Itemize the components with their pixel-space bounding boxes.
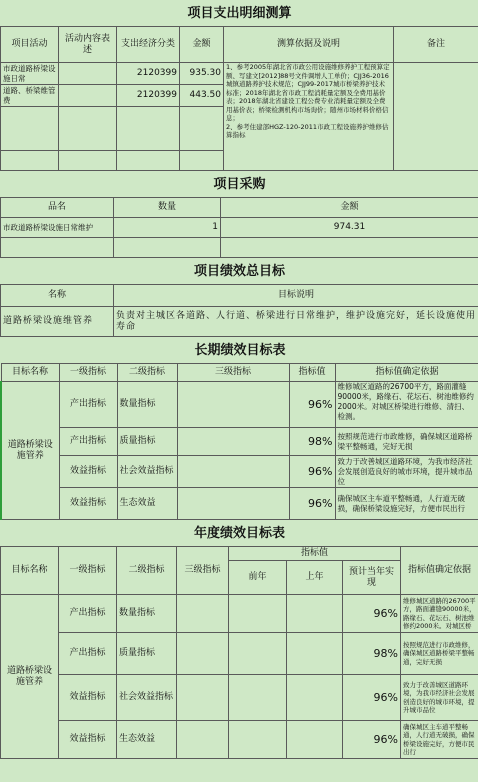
cell-value-basis[interactable]: 确保城区主车道平整畅通，人行道无破损，确保桥梁设施完好，方便市民出行 <box>401 721 478 759</box>
cell-target-name[interactable]: 道路桥梁设施管养 <box>1 595 59 759</box>
cell-level2[interactable]: 社会效益指标 <box>117 456 177 488</box>
cell-value-basis[interactable]: 按照规范进行市政维修，确保城区道路桥梁平整畅通，完好无损 <box>401 633 478 675</box>
header-level3: 三级指标 <box>177 364 289 382</box>
expense-detail-table <box>0 0 478 171</box>
section-title-annual: 年度绩效目标表 <box>1 520 478 547</box>
cell-quantity[interactable]: 1 <box>114 218 221 238</box>
header-level1: 一级指标 <box>59 364 117 382</box>
section-title-procurement: 项目采购 <box>1 171 478 198</box>
cell-value-basis[interactable]: 维修城区道路的26700平方，路面灌缝90000米，路缘石、花坛石、树池维修约2000米。对城区桥 <box>401 595 478 633</box>
cell-econ[interactable]: 2120399 <box>117 63 180 85</box>
cell-level2[interactable]: 数量指标 <box>117 382 177 428</box>
cell-level2[interactable]: 社会效益指标 <box>117 675 177 721</box>
cell-value[interactable]: 98% <box>289 428 335 456</box>
empty-cell[interactable] <box>59 107 117 151</box>
header-value-basis: 指标值确定依据 <box>401 547 478 595</box>
section-title-overall-goal: 项目绩效总目标 <box>1 258 478 285</box>
cell-amount[interactable]: 935.30 <box>180 63 224 85</box>
cell-last-year[interactable] <box>287 721 343 759</box>
header-amount: 金额 <box>180 27 224 63</box>
header-last-year: 上年 <box>287 561 343 595</box>
cell-level2[interactable]: 生态效益 <box>117 488 177 520</box>
cell-value-basis[interactable]: 按照规范进行市政维修，确保城区道路桥梁平整畅通，完好无损 <box>335 428 478 456</box>
cell-level3[interactable] <box>177 633 229 675</box>
empty-cell[interactable] <box>59 151 117 171</box>
cell-level1[interactable]: 产出指标 <box>59 428 117 456</box>
empty-cell[interactable] <box>114 238 221 258</box>
cell-activity-desc[interactable] <box>59 85 117 107</box>
header-name: 名称 <box>1 285 114 307</box>
cell-level3[interactable] <box>177 428 289 456</box>
header-amount: 金额 <box>221 198 478 218</box>
empty-cell[interactable] <box>180 107 224 151</box>
cell-prev-year[interactable] <box>229 675 287 721</box>
header-level2: 二级指标 <box>117 364 177 382</box>
cell-level1[interactable]: 产出指标 <box>59 595 117 633</box>
cell-activity[interactable]: 道路、桥梁维管费 <box>1 85 59 107</box>
header-value: 指标值 <box>289 364 335 382</box>
empty-cell[interactable] <box>1 107 59 151</box>
header-econ-class: 支出经济分类 <box>117 27 180 63</box>
cell-econ[interactable]: 2120399 <box>117 85 180 107</box>
cell-level1[interactable]: 效益指标 <box>59 456 117 488</box>
empty-cell[interactable] <box>117 107 180 151</box>
cell-level1[interactable]: 产出指标 <box>59 382 117 428</box>
empty-cell[interactable] <box>1 151 59 171</box>
cell-activity[interactable]: 市政道路桥梁设施日常 <box>1 63 59 85</box>
cell-value-basis[interactable]: 维修城区道路的26700平方，路面灌缝90000米，路缘石、花坛石、树池维修约2000米。对城区桥梁进行维修、清扫、检测。 <box>335 382 478 428</box>
header-goal-desc: 目标说明 <box>114 285 478 307</box>
annual-goal-table <box>0 520 478 759</box>
cell-value[interactable]: 96% <box>289 456 335 488</box>
cell-prev-year[interactable] <box>229 633 287 675</box>
header-item-name: 品名 <box>1 198 114 218</box>
cell-level3[interactable] <box>177 456 289 488</box>
cell-expected[interactable]: 96% <box>343 675 401 721</box>
cell-level1[interactable]: 效益指标 <box>59 721 117 759</box>
cell-basis[interactable]: 1、参考2005年湖北省市政公用设施维修养护工程预算定额、写建文[2012]88号文件调增人工单价；CJJ36-2016城镇道路养护技术规范；CJJ99-2017城市桥梁养护技术标准；2018年湖北省市政工程消耗量定额及全费用基价表；2018年湖北省建设工程公费专业消耗量定额及全费用基价表；桥梁检测机构市场询价；随州市场材料价格信息； 2、参考住建部HGZ-120-2011市政工程设施养护维修估算指标 <box>224 63 394 171</box>
cell-amount[interactable]: 974.31 <box>221 218 478 238</box>
header-target-name: 目标名称 <box>1 364 59 382</box>
cell-level2[interactable]: 生态效益 <box>117 721 177 759</box>
cell-level2[interactable]: 质量指标 <box>117 428 177 456</box>
header-value-group: 指标值 <box>229 547 401 561</box>
cell-expected[interactable]: 96% <box>343 595 401 633</box>
cell-note[interactable] <box>394 63 478 171</box>
cell-last-year[interactable] <box>287 595 343 633</box>
section-title-long-term: 长期绩效目标表 <box>1 337 478 364</box>
cell-level1[interactable]: 效益指标 <box>59 488 117 520</box>
header-level2: 二级指标 <box>117 547 177 595</box>
header-level3: 三级指标 <box>177 547 229 595</box>
header-prev-year: 前年 <box>229 561 287 595</box>
cell-level2[interactable]: 数量指标 <box>117 595 177 633</box>
cell-last-year[interactable] <box>287 633 343 675</box>
cell-amount[interactable]: 443.50 <box>180 85 224 107</box>
cell-prev-year[interactable] <box>229 595 287 633</box>
cell-activity-desc[interactable] <box>59 63 117 85</box>
cell-value-basis[interactable]: 致力于改善城区道路环境，为我市经济社会发展创造良好的城市环境，提升城市品位 <box>401 675 478 721</box>
cell-prev-year[interactable] <box>229 721 287 759</box>
header-target-name: 目标名称 <box>1 547 59 595</box>
cell-level2[interactable]: 质量指标 <box>117 633 177 675</box>
cell-level3[interactable] <box>177 382 289 428</box>
cell-item-name[interactable]: 市政道路桥梁设施日常维护 <box>1 218 114 238</box>
cell-level3[interactable] <box>177 595 229 633</box>
header-activity: 项目活动 <box>1 27 59 63</box>
cell-level1[interactable]: 产出指标 <box>59 633 117 675</box>
procurement-table <box>0 171 478 258</box>
overall-goal-table <box>0 258 478 337</box>
header-expected: 预计当年实现 <box>343 561 401 595</box>
empty-cell[interactable] <box>117 151 180 171</box>
section-title-expense: 项目支出明细测算 <box>1 0 478 27</box>
cell-last-year[interactable] <box>287 675 343 721</box>
cell-level3[interactable] <box>177 488 289 520</box>
cell-expected[interactable]: 96% <box>343 721 401 759</box>
header-value-basis: 指标值确定依据 <box>335 364 478 382</box>
cell-value-basis[interactable]: 确保城区主车道平整畅通，人行道无破损，确保桥梁设施完好，方便市民出行 <box>335 488 478 520</box>
cell-level1[interactable]: 效益指标 <box>59 675 117 721</box>
cell-level3[interactable] <box>177 675 229 721</box>
cell-value[interactable]: 96% <box>289 382 335 428</box>
long-term-goal-table <box>0 337 478 520</box>
empty-cell[interactable] <box>1 238 114 258</box>
cell-goal-desc[interactable]: 负责对主城区各道路、人行道、桥梁进行日常维护，维护设施完好，延长设施使用寿命 <box>114 307 478 337</box>
header-activity-desc: 活动内容表述 <box>59 27 117 63</box>
header-note: 备注 <box>394 27 478 63</box>
header-basis: 测算依据及说明 <box>224 27 394 63</box>
cell-value[interactable]: 96% <box>289 488 335 520</box>
empty-cell[interactable] <box>180 151 224 171</box>
cell-level3[interactable] <box>177 721 229 759</box>
cell-target-name[interactable]: 道路桥梁设施管养 <box>1 382 59 520</box>
cell-expected[interactable]: 98% <box>343 633 401 675</box>
cell-goal-name[interactable]: 道路桥梁设施维管养 <box>1 307 114 337</box>
cell-value-basis[interactable]: 致力于改善城区道路环境，为我市经济社会发展创造良好的城市环境，提升城市品位 <box>335 456 478 488</box>
header-quantity: 数量 <box>114 198 221 218</box>
empty-cell[interactable] <box>221 238 478 258</box>
header-level1: 一级指标 <box>59 547 117 595</box>
